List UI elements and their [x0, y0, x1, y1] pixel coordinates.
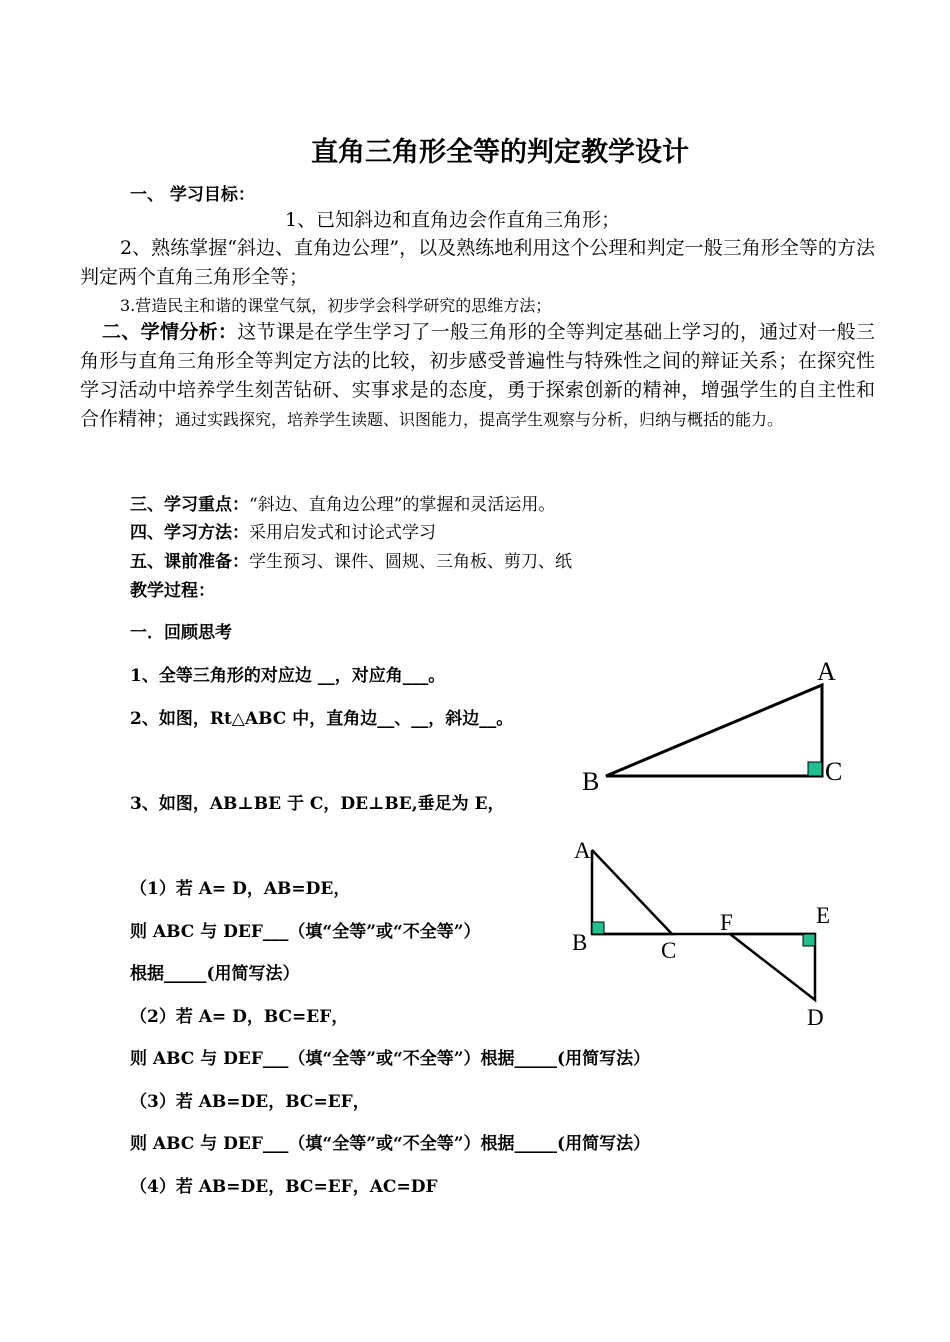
goals-heading: 一、 学习目标：	[130, 185, 255, 205]
label-b: B	[582, 767, 600, 796]
label-f: F	[720, 910, 733, 935]
analysis-text: 这节课是在学生学习了一般三角形的全等判定基础上学习的，通过对一般三角形与直角三角形全等判定方法的比较，初步感受普遍性与特殊性之间的辩证关系；在探究性学习活动中培养学生刻苦钻研、实事求是的态度，勇于探索创新的精神，增强学生的自主性和合作精神；	[80, 321, 875, 430]
question-3-1-ask: 则 ABC 与 DEF___（填“全等”或“不全等”）	[130, 922, 481, 942]
method-heading: 四、学习方法：	[130, 523, 249, 543]
question-3-1-basis: 根据_____(用简写法）	[130, 964, 300, 984]
review-heading: 一．回顾思考	[130, 623, 232, 643]
right-angle-marker-e	[803, 934, 815, 946]
question-3-2-ask: 则 ABC 与 DEF___（填“全等”或“不全等”）根据_____(用简写法）	[130, 1049, 651, 1069]
question-3-3-condition: （3）若 AB=DE，BC=EF，	[130, 1092, 370, 1112]
question-3-4-condition: （4）若 AB=DE，BC=EF，AC=DF	[130, 1177, 438, 1197]
goal-1: 1、已知斜边和直角边会作直角三角形；	[285, 209, 621, 231]
label-d: D	[807, 1005, 824, 1030]
triangle-abc-outline	[606, 685, 822, 776]
figure-triangles-abc-def	[560, 830, 850, 1035]
right-angle-marker-c	[808, 762, 822, 776]
process-heading: 教学过程：	[130, 581, 215, 601]
question-2: 2、如图，Rt△ABC 中，直角边__、__，斜边__。	[130, 709, 514, 729]
focus-heading: 三、学习重点：	[130, 495, 249, 515]
prep-text: 学生预习、课件、圆规、三角板、剪刀、纸	[249, 552, 572, 572]
analysis-paragraph	[80, 318, 875, 434]
question-1: 1、全等三角形的对应边 __，对应角___。	[130, 666, 446, 686]
label-e: E	[816, 903, 831, 928]
focus-text: “斜边、直角边公理”的掌握和灵活运用。	[249, 495, 556, 515]
analysis-small-text: 通过实践探究，培养学生读题、识图能力，提高学生观察与分析，归纳与概括的能力。	[175, 410, 784, 429]
triangle-abc-outline	[592, 850, 672, 934]
label-c: C	[661, 938, 677, 963]
label-a: A	[817, 657, 836, 686]
focus-line	[130, 490, 555, 515]
right-angle-marker-b	[592, 922, 604, 934]
analysis-heading: 二、学情分析：	[102, 321, 238, 343]
goal-2: 2、熟练掌握“斜边、直角边公理”，以及熟练地利用这个公理和判定一般三角形全等的方法判定两个直角三角形全等；	[80, 237, 875, 288]
label-b: B	[572, 930, 588, 955]
triangle-def-outline	[730, 934, 815, 1000]
question-3-1-condition: （1）若 A= D，AB=DE，	[130, 879, 351, 899]
label-c: C	[825, 757, 843, 786]
prep-line	[130, 547, 572, 572]
figure-triangle-abc	[570, 650, 860, 800]
method-text: 采用启发式和讨论式学习	[249, 523, 436, 543]
prep-heading: 五、课前准备：	[130, 552, 249, 572]
label-a: A	[574, 838, 591, 863]
method-line	[130, 518, 436, 543]
goal-3: 3.营造民主和谐的课堂气氛，初步学会科学研究的思维方法；	[120, 296, 552, 315]
page-title: 直角三角形全等的判定教学设计	[311, 137, 689, 168]
question-3-3-ask: 则 ABC 与 DEF___（填“全等”或“不全等”）根据_____(用简写法）	[130, 1134, 651, 1154]
question-3: 3、如图，AB⊥BE 于 C，DE⊥BE,垂足为 E，	[130, 794, 505, 814]
question-3-2-condition: （2）若 A= D，BC=EF，	[130, 1007, 349, 1027]
